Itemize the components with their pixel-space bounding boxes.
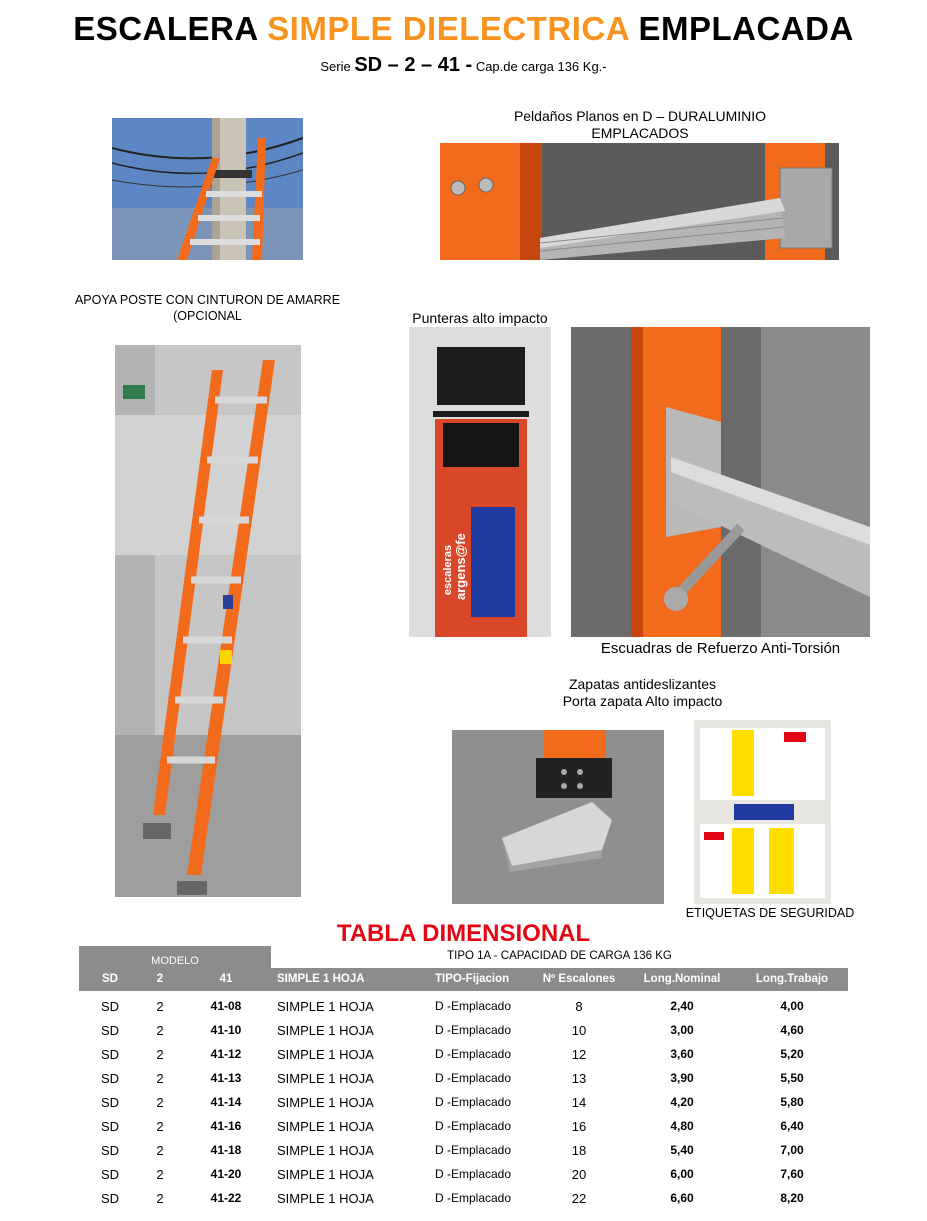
table-cell: 7,60 — [780, 1167, 804, 1181]
table-cell: SIMPLE 1 HOJA — [277, 1167, 374, 1182]
table-cell: 41-10 — [210, 1023, 242, 1037]
apoya-caption — [60, 292, 355, 324]
table-cell: 10 — [571, 1023, 587, 1038]
table-cell: D -Emplacado — [435, 1047, 512, 1061]
series-line — [0, 54, 927, 77]
table-cell: SD — [100, 1047, 120, 1062]
title-accent: SIMPLE DIELECTRICA — [267, 10, 629, 47]
title-part1: ESCALERA — [73, 10, 258, 47]
table-cell: SD — [100, 999, 120, 1014]
apoya-caption-line1: APOYA POSTE CON CINTURON DE AMARRE — [74, 293, 341, 307]
etiquetas-caption: ETIQUETAS DE SEGURIDAD — [685, 906, 855, 920]
column-header-6: Long.Nominal — [643, 973, 721, 985]
modelo-header: MODELO — [79, 946, 271, 968]
table-cell: 4,60 — [780, 1023, 804, 1037]
punteras-caption: Punteras alto impacto — [412, 310, 548, 326]
table-cell: 41-20 — [210, 1167, 242, 1181]
brand-line1: escaleras — [442, 544, 454, 596]
column-header-3: SIMPLE 1 HOJA — [277, 973, 365, 985]
labels-photo — [694, 720, 831, 904]
table-cell: D -Emplacado — [435, 1071, 512, 1085]
serie-code: SD – 2 – 41 - — [354, 54, 473, 76]
table-cell: SD — [100, 1167, 120, 1182]
table-cell: 2 — [156, 1167, 164, 1182]
table-cell: 7,00 — [780, 1143, 804, 1157]
table-cell: SIMPLE 1 HOJA — [277, 1143, 374, 1158]
rung-photo — [440, 143, 839, 260]
table-cell: 13 — [571, 1071, 587, 1086]
ladder-photo — [115, 345, 301, 897]
column-header-0: SD — [102, 973, 118, 985]
table-cell: 22 — [571, 1191, 587, 1206]
bracket-photo — [571, 327, 870, 637]
column-header-5: Nº Escalones — [542, 973, 616, 985]
tipo-header: TIPO 1A - CAPACIDAD DE CARGA 136 KG — [447, 950, 672, 962]
table-cell: 41-16 — [210, 1119, 242, 1133]
table-cell: 2 — [156, 1023, 164, 1038]
brand-label — [442, 533, 542, 600]
apoya-caption-line2: (OPCIONAL — [173, 309, 242, 323]
table-cell: 2 — [156, 1191, 164, 1206]
column-header-2: 41 — [219, 973, 233, 985]
table-cell: 18 — [571, 1143, 587, 1158]
table-cell: 2,40 — [670, 999, 694, 1013]
table-cell: 41-14 — [210, 1095, 242, 1109]
serie-label: Serie — [320, 59, 351, 74]
table-cell: 5,80 — [780, 1095, 804, 1109]
table-cell: 41-08 — [210, 999, 242, 1013]
table-cell: 2 — [156, 1095, 164, 1110]
zapatas-caption — [530, 676, 755, 710]
table-cell: SIMPLE 1 HOJA — [277, 1071, 374, 1086]
table-cell: D -Emplacado — [435, 1095, 512, 1109]
table-cell: 2 — [156, 1143, 164, 1158]
table-cell: 12 — [571, 1047, 587, 1062]
table-title: TABLA DIMENSIONAL — [336, 920, 591, 947]
pole-photo — [112, 118, 303, 260]
table-cell: 4,20 — [670, 1095, 694, 1109]
table-cell: 3,90 — [670, 1071, 694, 1085]
table-cell: SIMPLE 1 HOJA — [277, 1191, 374, 1206]
column-header-row — [79, 968, 848, 991]
table-cell: SD — [100, 1023, 120, 1038]
table-cell: SIMPLE 1 HOJA — [277, 1095, 374, 1110]
table-cell: 41-13 — [210, 1071, 242, 1085]
table-cell: 5,20 — [780, 1047, 804, 1061]
zapatas-caption-line1: Zapatas antideslizantes — [568, 676, 717, 692]
table-cell: D -Emplacado — [435, 1191, 512, 1205]
table-cell: 2 — [156, 1047, 164, 1062]
table-cell: 2 — [156, 999, 164, 1014]
table-cell: SD — [100, 1071, 120, 1086]
table-cell: 5,50 — [780, 1071, 804, 1085]
table-cell: SIMPLE 1 HOJA — [277, 999, 374, 1014]
column-header-1: 2 — [156, 973, 164, 985]
title-part3: EMPLACADA — [638, 10, 854, 47]
peldanos-caption-line2: EMPLACADOS — [591, 125, 689, 141]
table-cell: D -Emplacado — [435, 1143, 512, 1157]
peldanos-caption — [440, 108, 840, 142]
table-cell: 4,00 — [780, 999, 804, 1013]
table-cell: 2 — [156, 1071, 164, 1086]
table-cell: SIMPLE 1 HOJA — [277, 1119, 374, 1134]
table-cell: 6,60 — [670, 1191, 694, 1205]
table-cell: 6,40 — [780, 1119, 804, 1133]
table-cell: D -Emplacado — [435, 1023, 512, 1037]
table-cell: SD — [100, 1095, 120, 1110]
table-cell: 3,60 — [670, 1047, 694, 1061]
table-cell: 5,40 — [670, 1143, 694, 1157]
table-cell: SD — [100, 1119, 120, 1134]
brand-line2: argens@fe — [453, 533, 468, 600]
table-cell: 16 — [571, 1119, 587, 1134]
table-cell: SIMPLE 1 HOJA — [277, 1047, 374, 1062]
column-header-4: TIPO-Fijacion — [435, 973, 510, 985]
table-cell: 14 — [571, 1095, 587, 1110]
table-cell: 8 — [575, 999, 583, 1014]
table-cell: SIMPLE 1 HOJA — [277, 1023, 374, 1038]
table-cell: SD — [100, 1143, 120, 1158]
table-cell: 4,80 — [670, 1119, 694, 1133]
table-cell: 2 — [156, 1119, 164, 1134]
capacity-text: Cap.de carga 136 Kg.- — [475, 59, 607, 74]
escuadras-caption: Escuadras de Refuerzo Anti-Torsión — [600, 640, 841, 657]
table-cell: SD — [100, 1191, 120, 1206]
peldanos-caption-line1: Peldaños Planos en D – DURALUMINIO — [513, 108, 767, 124]
zapatas-caption-line2: Porta zapata Alto impacto — [562, 693, 723, 709]
table-cell: 20 — [571, 1167, 587, 1182]
shoe-photo — [452, 730, 664, 904]
column-header-7: Long.Trabajo — [755, 973, 829, 985]
table-cell: 8,20 — [780, 1191, 804, 1205]
table-cell: D -Emplacado — [435, 1119, 512, 1133]
table-cell: 41-18 — [210, 1143, 242, 1157]
table-cell: 41-22 — [210, 1191, 242, 1205]
page-title — [0, 10, 927, 48]
table-cell: 3,00 — [670, 1023, 694, 1037]
table-cell: 6,00 — [670, 1167, 694, 1181]
table-cell: 41-12 — [210, 1047, 242, 1061]
table-cell: D -Emplacado — [435, 999, 512, 1013]
table-cell: D -Emplacado — [435, 1167, 512, 1181]
